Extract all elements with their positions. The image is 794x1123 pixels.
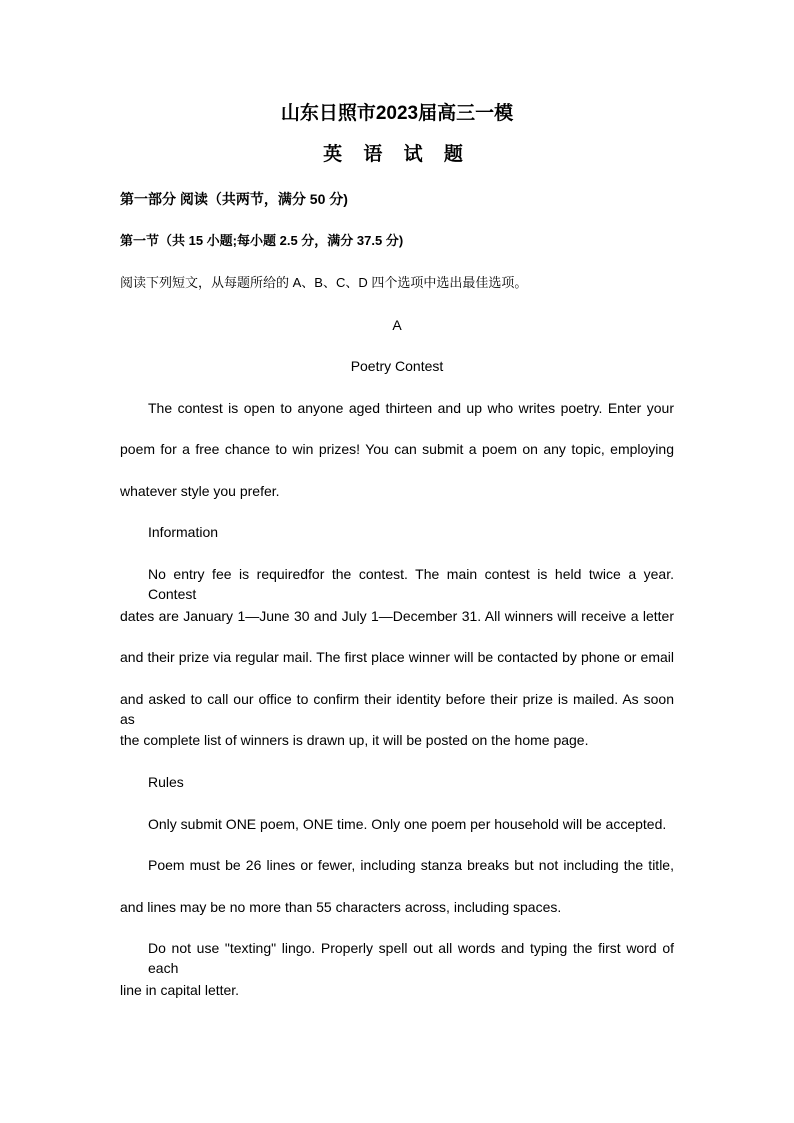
- section-heading: 第一节（共 15 小题;每小题 2.5 分，满分 37.5 分): [120, 233, 404, 248]
- paragraph-line: and lines may be no more than 55 characters across, including spaces.: [120, 899, 562, 915]
- paragraph-line: and their prize via regular mail. The first place winner will be contacted by phone or email: [120, 649, 674, 665]
- paragraph-line: whatever style you prefer.: [120, 483, 280, 499]
- paragraph-line: line in capital letter.: [120, 982, 240, 998]
- paragraph-line: and asked to call our office to confirm their identity before their prize is mailed. As soon as: [120, 691, 674, 727]
- paragraph-line: Only submit ONE poem, ONE time. Only one poem per household will be accepted.: [148, 816, 667, 832]
- paragraph-line: poem for a free chance to win prizes! You can submit a poem on any topic, employing: [120, 441, 674, 457]
- paragraph-line: No entry fee is requiredfor the contest. The main contest is held twice a year. Contest: [148, 566, 674, 602]
- paragraph-line: Poem must be 26 lines or fewer, including stanza breaks but not including the title,: [148, 857, 674, 873]
- passage-title: Poetry Contest: [350, 358, 444, 374]
- paragraph-line: The contest is open to anyone aged thirteen and up who writes poetry. Enter your: [148, 400, 674, 416]
- section-label-information: Information: [148, 524, 219, 540]
- paragraph-line: Do not use "texting" lingo. Properly spell out all words and typing the first word of each: [148, 940, 674, 976]
- passage-letter: A: [392, 317, 402, 333]
- paragraph-line: dates are January 1—June 30 and July 1—December 31. All winners will receive a letter: [120, 608, 674, 624]
- instruction-text: 阅读下列短文，从每题所给的 A、B、C、D 四个选项中选出最佳选项。: [120, 275, 528, 290]
- paragraph-line: the complete list of winners is drawn up, it will be posted on the home page.: [120, 732, 589, 748]
- part-heading: 第一部分 阅读（共两节，满分 50 分): [120, 191, 348, 207]
- document-subtitle: 英 语 试 题: [323, 144, 471, 165]
- document-title: 山东日照市2023届高三一模: [280, 103, 514, 124]
- section-label-rules: Rules: [148, 774, 184, 790]
